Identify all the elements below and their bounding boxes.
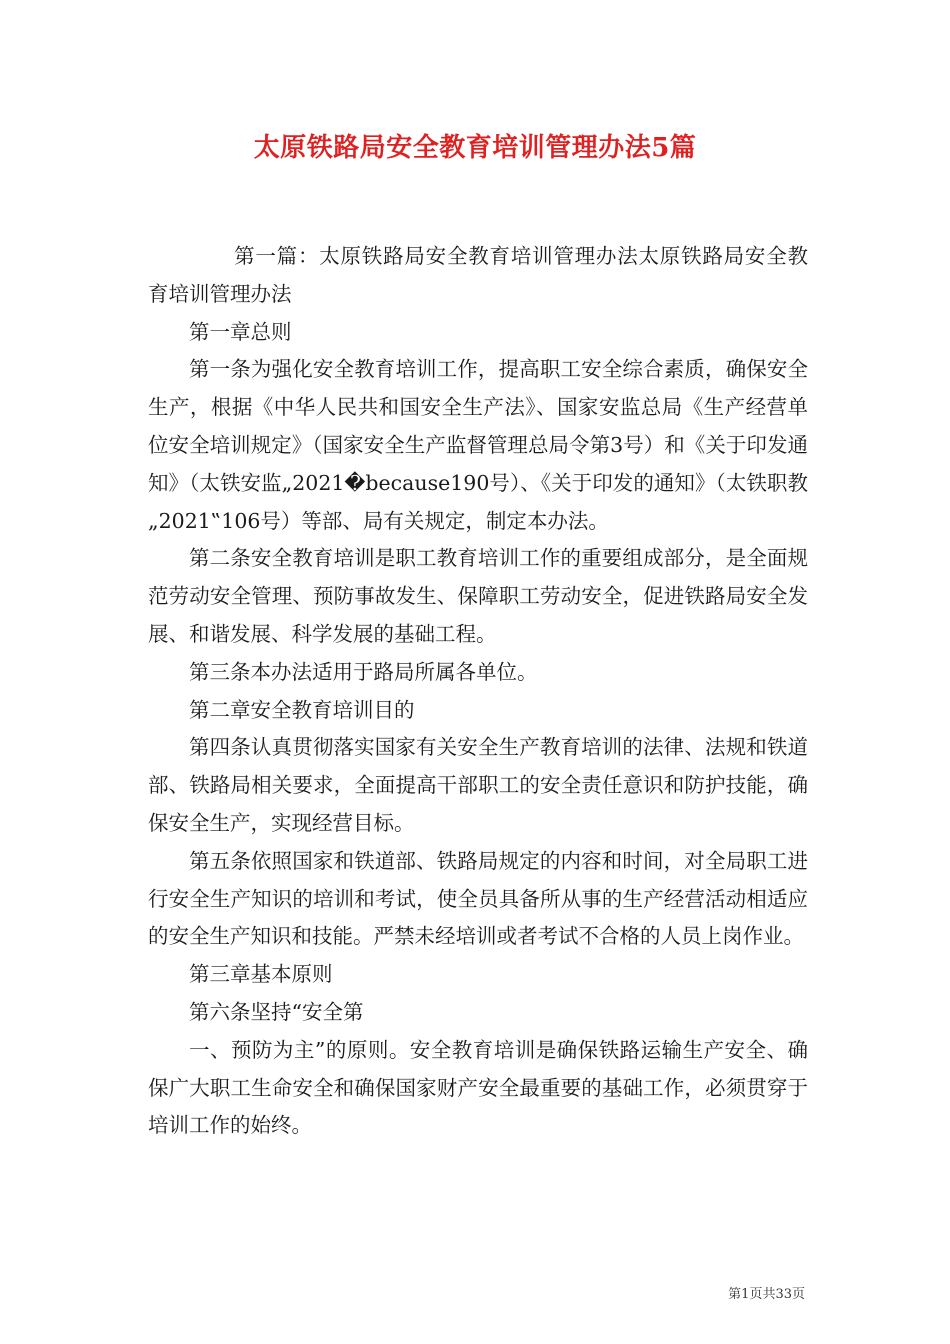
article-2: 第二条安全教育培训是职工教育培训工作的重要组成部分，是全面规范劳动安全管理、预防事故发生、保障职工劳动安全，促进铁路局安全发展、和谐发展、科学发展的基础工程。	[148, 546, 808, 646]
paragraph-intro: 第一篇：太原铁路局安全教育培训管理办法太原铁路局安全教育培训管理办法	[148, 244, 808, 306]
document-body	[148, 238, 808, 1145]
article-6-continued: 一、预防为主”的原则。安全教育培训是确保铁路运输生产安全、确保广大职工生命安全和确保国家财产安全最重要的基础工作，必须贯穿于培训工作的始终。	[148, 1037, 808, 1138]
chapter-heading-1: 第一章总则	[189, 319, 292, 344]
article-6: 第六条坚持“安全第	[189, 999, 364, 1024]
chapter-heading-2: 第二章安全教育培训目的	[189, 697, 415, 722]
article-4: 第四条认真贯彻落实国家有关安全生产教育培训的法律、法规和铁道部、铁路局相关要求，全面提高干部职工的安全责任意识和防护技能，确保安全生产，实现经营目标。	[148, 735, 808, 835]
page-number: 第1页共33页	[728, 1287, 805, 1302]
chapter-heading-3: 第三章基本原则	[189, 962, 333, 987]
document-title: 太原铁路局安全教育培训管理办法5篇	[253, 133, 697, 163]
article-1: 第一条为强化安全教育培训工作，提高职工安全综合素质，确保安全生产，根据《中华人民共和国安全生产法》、国家安监总局《生产经营单位安全培训规定》（国家安全生产监督管理总局令第3号）和《关于印发通知》（太铁安监„2021�because190号）、《关于印发的通知》（太铁职教„2021‟106号）等部、局有关规定，制定本办法。	[148, 357, 808, 533]
article-5: 第五条依照国家和铁道部、铁路局规定的内容和时间，对全局职工进行安全生产知识的培训和考试，使全员具备所从事的生产经营活动相适应的安全生产知识和技能。严禁未经培训或者考试不合格的人员上岗作业。	[148, 848, 808, 949]
article-3: 第三条本办法适用于路局所属各单位。	[189, 659, 538, 684]
